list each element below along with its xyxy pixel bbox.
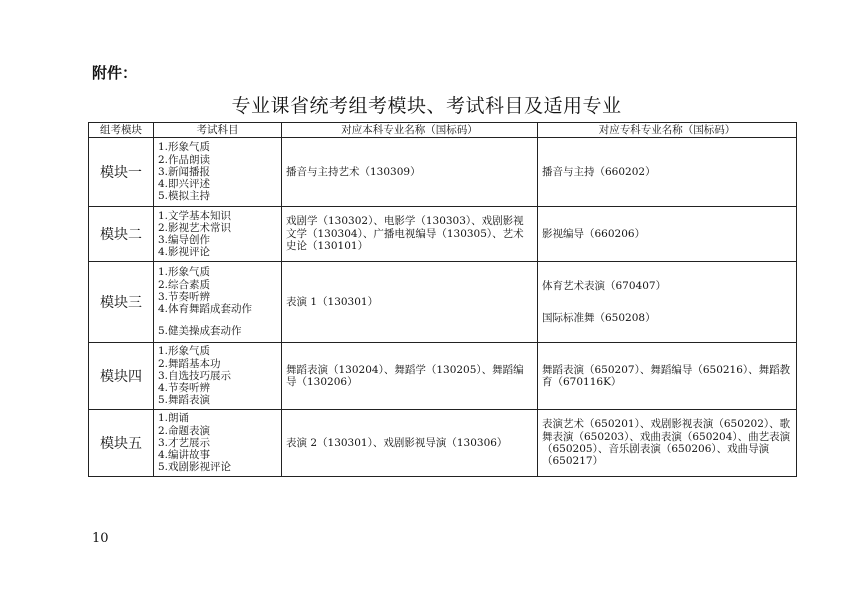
module-cell: 模块二 bbox=[89, 207, 154, 262]
subject-item: 1.形象气质 bbox=[158, 141, 211, 154]
subject-item: 2.作品朗读 bbox=[158, 153, 211, 166]
table-row bbox=[89, 410, 797, 477]
header-subjects: 考试科目 bbox=[154, 123, 282, 138]
module-cell: 模块三 bbox=[89, 262, 154, 343]
subject-item: 3.新闻播报 bbox=[158, 165, 211, 178]
undergrad-cell: 舞蹈表演（130204）、舞蹈学（130205）、舞蹈编导（130206） bbox=[282, 343, 538, 410]
subject-item: 2.综合素质 bbox=[158, 278, 211, 291]
subject-item: 4.编讲故事 bbox=[158, 449, 211, 462]
college-item: 体育艺术表演（670407） bbox=[542, 279, 667, 292]
college-cell bbox=[538, 410, 797, 477]
subject-item: 5.模拟主持 bbox=[158, 190, 211, 203]
subject-item: 4.体育舞蹈成套动作 bbox=[158, 303, 253, 316]
subject-item: 2.舞蹈基本功 bbox=[158, 357, 221, 370]
table-row bbox=[89, 207, 797, 262]
college-cell bbox=[538, 262, 797, 343]
header-college: 对应专科专业名称（国标码） bbox=[538, 123, 797, 138]
subject-item: 5.舞蹈表演 bbox=[158, 394, 211, 407]
module-cell: 模块五 bbox=[89, 410, 154, 477]
header-module: 组考模块 bbox=[89, 123, 154, 138]
table-header-row bbox=[89, 123, 797, 138]
college-item: 播音与主持（660202） bbox=[542, 165, 656, 178]
subject-item: 3.节奏听辨 bbox=[158, 290, 211, 303]
undergrad-cell: 表演 2（130301）、戏剧影视导演（130306） bbox=[282, 410, 538, 477]
subjects-cell bbox=[154, 207, 282, 262]
subject-item: 5.戏剧影视评论 bbox=[158, 461, 232, 474]
undergrad-cell: 播音与主持艺术（130309） bbox=[282, 138, 538, 207]
module-cell: 模块一 bbox=[89, 138, 154, 207]
subject-item: 1.文学基本知识 bbox=[158, 209, 232, 222]
subject-item: 1.朗诵 bbox=[158, 412, 190, 425]
subject-item: 4.影视评论 bbox=[158, 246, 211, 259]
table-row bbox=[89, 138, 797, 207]
exam-module-table bbox=[88, 122, 797, 477]
table-row bbox=[89, 343, 797, 410]
page-number: 10 bbox=[92, 531, 109, 546]
subjects-cell bbox=[154, 262, 282, 343]
subject-item: 2.命题表演 bbox=[158, 424, 211, 437]
college-item: 国际标准舞（650208） bbox=[542, 312, 656, 324]
subjects-cell bbox=[154, 410, 282, 477]
college-cell bbox=[538, 343, 797, 410]
college-cell bbox=[538, 207, 797, 262]
subjects-cell bbox=[154, 138, 282, 207]
table-row bbox=[89, 262, 797, 343]
attachment-label: 附件： bbox=[92, 64, 138, 82]
subjects-cell bbox=[154, 343, 282, 410]
subject-item: 4.节奏听辨 bbox=[158, 382, 211, 395]
undergrad-cell: 表演 1（130301） bbox=[282, 262, 538, 343]
document-title: 专业课省统考组考模块、考试科目及适用专业 bbox=[231, 95, 622, 117]
college-item: 舞蹈表演（650207）、舞蹈编导（650216）、舞蹈教育（670116K） bbox=[542, 363, 791, 388]
subject-item: 1.形象气质 bbox=[158, 345, 211, 358]
subject-item: 2.影视艺术常识 bbox=[158, 221, 232, 234]
subject-item: 5.健美操成套动作 bbox=[158, 325, 242, 338]
header-undergrad: 对应本科专业名称（国标码） bbox=[282, 123, 538, 138]
college-cell bbox=[538, 138, 797, 207]
subject-item: 3.才艺展示 bbox=[158, 436, 211, 449]
college-item: 表演艺术（650201）、戏剧影视表演（650202）、歌舞表演（650203）、戏曲表演（650204）、曲艺表演（650205）、音乐剧表演（650206）、戏曲导演（650217） bbox=[542, 418, 791, 468]
subject-item: 1.形象气质 bbox=[158, 266, 211, 279]
subject-item: 3.编导创作 bbox=[158, 234, 211, 246]
subject-item: 3.自选技巧展示 bbox=[158, 369, 232, 382]
module-cell: 模块四 bbox=[89, 343, 154, 410]
undergrad-cell: 戏剧学（130302）、电影学（130303）、戏剧影视文学（130304）、广播电视编导（130305）、艺术史论（130101） bbox=[282, 207, 538, 262]
subject-item: 4.即兴评述 bbox=[158, 178, 211, 191]
college-item: 影视编导（660206） bbox=[542, 227, 646, 240]
